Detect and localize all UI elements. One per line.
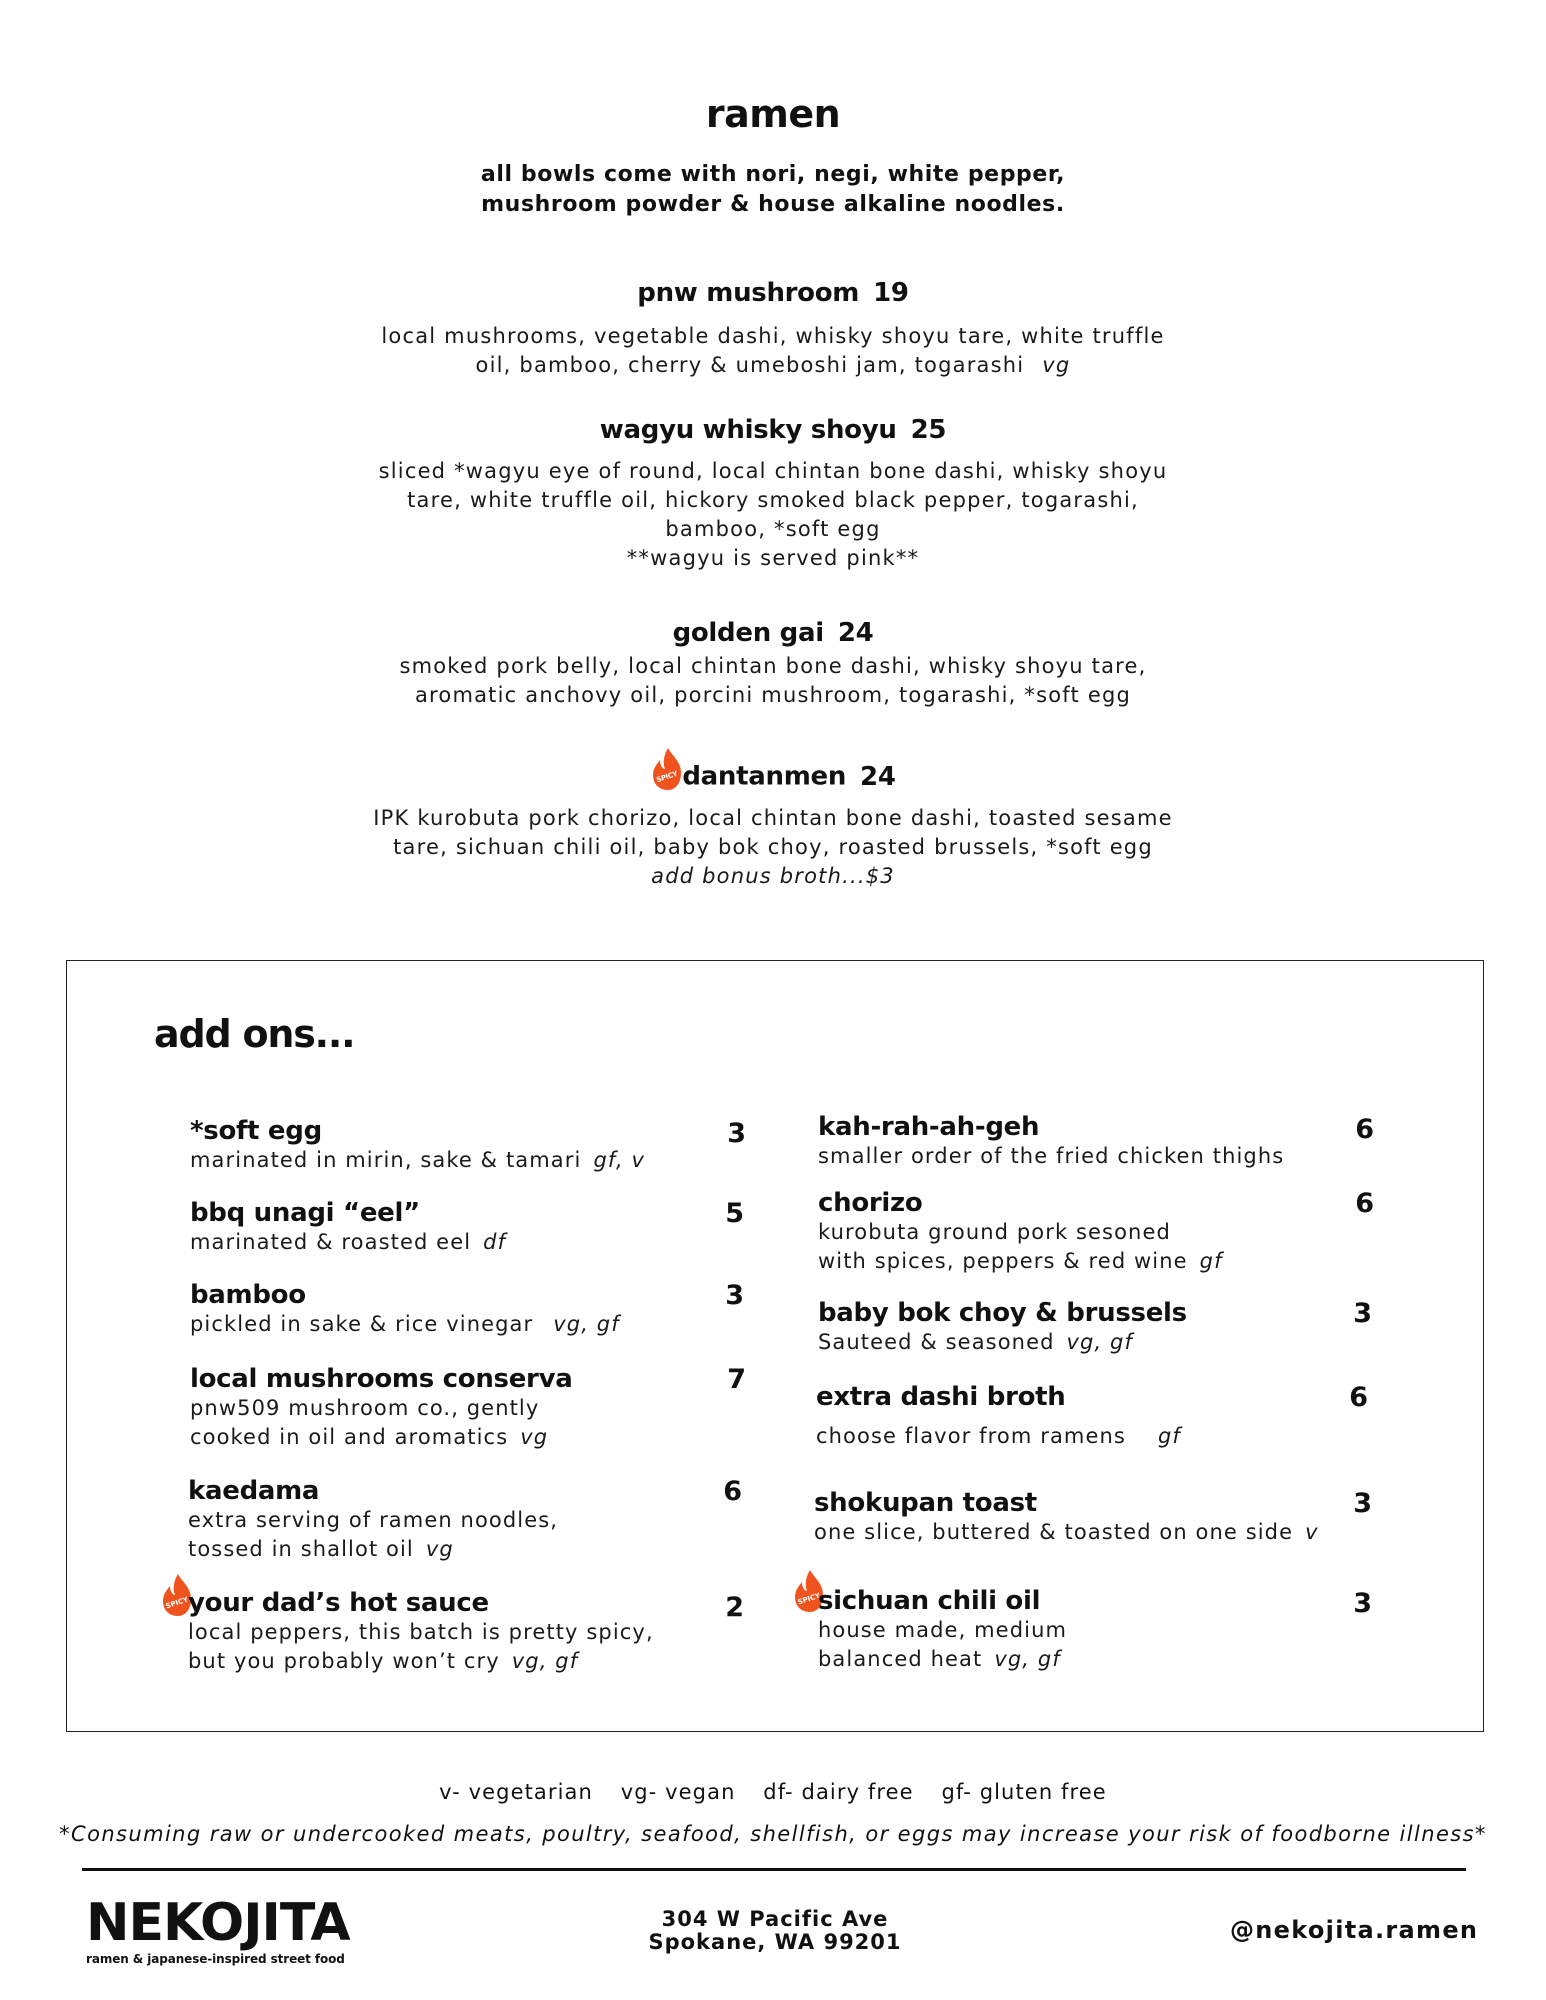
addon-item-local-mushrooms-conserva xyxy=(190,1364,746,1452)
description-text: with spices, peppers & red wine xyxy=(818,1249,1188,1273)
legend-item: df- dairy free xyxy=(763,1780,914,1804)
addon-name: extra dashi broth xyxy=(816,1382,1066,1412)
description-text: balanced heat xyxy=(818,1647,983,1671)
addon-price: 7 xyxy=(727,1364,746,1395)
ramen-item-description xyxy=(0,457,1546,573)
ramen-item-price: 24 xyxy=(837,618,874,648)
description-line xyxy=(818,1247,1374,1276)
addon-price: 6 xyxy=(1349,1382,1368,1413)
addon-item-chorizo xyxy=(818,1188,1374,1276)
addon-price: 3 xyxy=(725,1280,744,1311)
addon-price: 6 xyxy=(1355,1114,1374,1145)
addon-price: 2 xyxy=(725,1592,744,1623)
description-line xyxy=(190,1423,746,1452)
brand-tagline: ramen & japanese-inspired street food xyxy=(86,1952,345,1966)
addon-price: 3 xyxy=(1353,1588,1372,1619)
addon-name: kaedama xyxy=(188,1476,320,1506)
food-safety-disclaimer: *Consuming raw or undercooked meats, poultry, seafood, shellfish, or eggs may increase your risk of foodborne illness* xyxy=(59,1822,1487,1846)
addon-name: *soft egg xyxy=(190,1116,322,1146)
dietary-tag: df xyxy=(483,1230,507,1254)
description-line: pnw509 mushroom co., gently xyxy=(190,1396,540,1420)
footer-divider xyxy=(82,1868,1466,1871)
description-line: local peppers, this batch is pretty spicy, xyxy=(188,1620,654,1644)
ramen-item-note: add bonus broth...$3 xyxy=(651,864,895,888)
description-text: oil, bamboo, cherry & umeboshi jam, togarashi xyxy=(475,353,1025,377)
legend-item: vg- vegan xyxy=(620,1780,736,1804)
social-handle: @nekojita.ramen xyxy=(1230,1916,1479,1944)
ramen-item-pnw-mushroom xyxy=(0,278,1546,380)
addon-description xyxy=(814,1518,1372,1547)
dietary-tag: vg, gf xyxy=(553,1312,620,1336)
description-line: IPK kurobuta pork chorizo, local chintan bone dashi, toasted sesame xyxy=(373,806,1173,830)
ramen-item-description xyxy=(0,652,1546,710)
ramen-item-name: dantanmen xyxy=(682,761,847,792)
description-text: one slice, buttered & toasted on one side xyxy=(814,1520,1294,1544)
description-line: aromatic anchovy oil, porcini mushroom, togarashi, *soft egg xyxy=(414,683,1132,707)
addon-description xyxy=(190,1310,744,1339)
description-text: smaller order of the fried chicken thighs xyxy=(818,1144,1285,1168)
addon-description xyxy=(816,1422,1368,1451)
addon-name: baby bok choy & brussels xyxy=(818,1298,1187,1328)
addon-description xyxy=(188,1618,744,1676)
ramen-subtitle xyxy=(0,160,1546,220)
ramen-item-name: golden gai xyxy=(672,618,824,648)
addon-description xyxy=(190,1228,744,1257)
ramen-item-description xyxy=(0,804,1546,891)
description-line: kurobuta ground pork sesoned xyxy=(818,1220,1171,1244)
address-line: 304 W Pacific Ave xyxy=(661,1907,889,1931)
addon-price: 5 xyxy=(725,1198,744,1229)
dietary-tag: vg xyxy=(520,1425,549,1449)
addon-item-bamboo xyxy=(190,1280,744,1339)
description-text: Sauteed & seasoned xyxy=(818,1330,1055,1354)
legend-item: gf- gluten free xyxy=(941,1780,1107,1804)
spicy-badge-text: SPICY xyxy=(655,769,679,785)
description-line: tare, white truffle oil, hickory smoked black pepper, togarashi, xyxy=(407,488,1139,512)
ramen-item-header xyxy=(0,278,1546,308)
addon-item-bbq-unagi xyxy=(190,1198,744,1257)
addon-item-kaedama xyxy=(188,1476,742,1564)
addon-price: 6 xyxy=(723,1476,742,1507)
dietary-tag: vg, gf xyxy=(511,1649,579,1673)
ramen-subtitle-line: mushroom powder & house alkaline noodles. xyxy=(481,192,1065,217)
description-line xyxy=(188,1647,744,1676)
spicy-flame-icon xyxy=(650,746,686,792)
addon-name: sichuan chili oil xyxy=(818,1586,1041,1616)
addon-item-extra-dashi-broth xyxy=(816,1382,1368,1451)
dietary-tag: gf, v xyxy=(593,1148,646,1172)
addon-name: bbq unagi “eel” xyxy=(190,1198,420,1228)
addon-name: shokupan toast xyxy=(814,1488,1037,1518)
description-line: local mushrooms, vegetable dashi, whisky shoyu tare, white truffle xyxy=(381,324,1165,348)
addon-description xyxy=(818,1142,1374,1171)
addons-title: add ons... xyxy=(154,1012,355,1056)
ramen-item-golden-gai xyxy=(0,618,1546,710)
legend-item: v- vegetarian xyxy=(439,1780,593,1804)
addon-name: local mushrooms conserva xyxy=(190,1364,573,1394)
addon-item-your-dads-hot-sauce xyxy=(164,1588,744,1676)
dietary-tag: vg, gf xyxy=(994,1647,1061,1671)
description-text: cooked in oil and aromatics xyxy=(190,1425,509,1449)
description-line: extra serving of ramen noodles, xyxy=(188,1508,559,1532)
description-line xyxy=(0,351,1546,380)
brand-name: NEKOJITA xyxy=(86,1893,350,1953)
addon-name: bamboo xyxy=(190,1280,306,1310)
description-line: tare, sichuan chili oil, baby bok choy, roasted brussels, *soft egg xyxy=(393,835,1153,859)
brand-logo xyxy=(86,1893,350,1966)
ramen-item-wagyu-whisky-shoyu xyxy=(0,415,1546,573)
address-line: Spokane, WA 99201 xyxy=(648,1930,902,1954)
addon-description xyxy=(818,1616,1372,1674)
addon-description xyxy=(190,1394,746,1452)
addon-price: 6 xyxy=(1355,1188,1374,1219)
addon-item-shokupan-toast xyxy=(814,1488,1372,1547)
dietary-tag: vg xyxy=(1042,353,1071,377)
addon-name: kah-rah-ah-geh xyxy=(818,1112,1040,1142)
addon-price: 3 xyxy=(1353,1488,1372,1519)
description-text: choose flavor from ramens xyxy=(816,1424,1126,1448)
addon-price: 3 xyxy=(1353,1298,1372,1329)
addon-item-soft-egg xyxy=(190,1116,746,1175)
spicy-badge-text: SPICY xyxy=(164,1595,190,1611)
addon-item-baby-bok-choy-brussels xyxy=(818,1298,1372,1357)
spicy-badge-text: SPICY xyxy=(796,1591,822,1607)
ramen-subtitle-line: all bowls come with nori, negi, white pepper, xyxy=(480,162,1066,187)
ramen-section-title: ramen xyxy=(705,92,841,136)
addon-item-kah-rah-ah-geh xyxy=(818,1112,1374,1171)
description-text: but you probably won’t cry xyxy=(188,1649,500,1673)
description-line xyxy=(188,1535,742,1564)
ramen-item-header xyxy=(0,415,1546,445)
addon-price: 3 xyxy=(727,1118,746,1149)
description-text: marinated in mirin, sake & tamari xyxy=(190,1148,582,1172)
addon-name: your dad’s hot sauce xyxy=(188,1588,489,1618)
description-line xyxy=(818,1645,1372,1674)
addon-description xyxy=(818,1328,1372,1357)
dietary-legend xyxy=(0,1780,1546,1804)
dietary-tag: vg, gf xyxy=(1066,1330,1133,1354)
ramen-item-dantanmen xyxy=(0,754,1546,891)
addon-description xyxy=(190,1146,746,1175)
description-line: house made, medium xyxy=(818,1618,1068,1642)
ramen-item-header xyxy=(0,754,1546,800)
ramen-item-description xyxy=(0,322,1546,380)
ramen-item-name: pnw mushroom xyxy=(637,278,860,308)
description-text: marinated & roasted eel xyxy=(190,1230,472,1254)
dietary-tag: gf xyxy=(1157,1424,1181,1448)
description-text: pickled in sake & rice vinegar xyxy=(190,1312,534,1336)
description-line: **wagyu is served pink** xyxy=(626,546,920,570)
ramen-item-price: 25 xyxy=(910,415,947,445)
ramen-item-price: 19 xyxy=(873,278,909,308)
dietary-tag: v xyxy=(1305,1520,1319,1544)
addon-name: chorizo xyxy=(818,1188,923,1218)
description-line: bamboo, *soft egg xyxy=(665,517,881,541)
addon-description xyxy=(188,1506,742,1564)
ramen-item-header xyxy=(0,618,1546,648)
ramen-item-name: wagyu whisky shoyu xyxy=(599,415,897,445)
addon-description xyxy=(818,1218,1374,1276)
description-text: tossed in shallot oil xyxy=(188,1537,414,1561)
dietary-tag: vg xyxy=(425,1537,454,1561)
description-line: smoked pork belly, local chintan bone dashi, whisky shoyu tare, xyxy=(399,654,1147,678)
restaurant-address xyxy=(620,1908,930,1954)
addon-item-sichuan-chili-oil xyxy=(796,1586,1372,1674)
description-line: sliced *wagyu eye of round, local chintan bone dashi, whisky shoyu xyxy=(378,459,1168,483)
dietary-tag: gf xyxy=(1199,1249,1223,1273)
ramen-item-price: 24 xyxy=(860,761,896,792)
